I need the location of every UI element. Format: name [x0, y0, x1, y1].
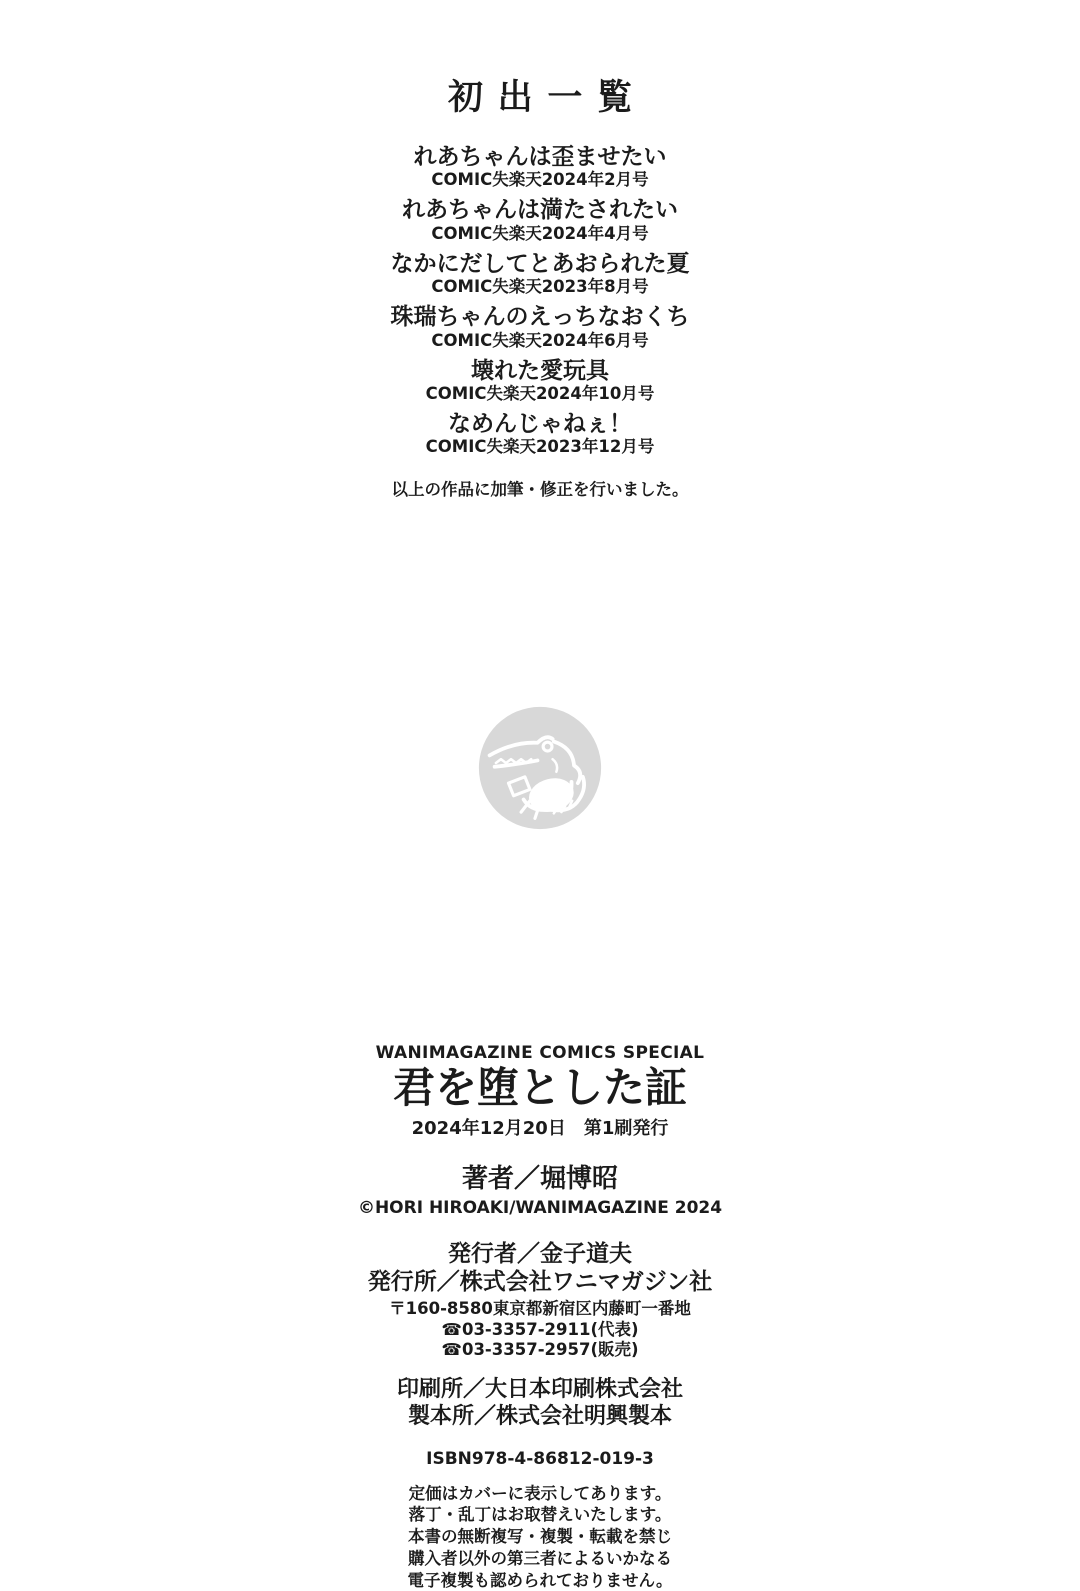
- notice-line: 定価はカバーに表示してあります。: [408, 1483, 672, 1503]
- list-item: [426, 358, 655, 404]
- series-label: WANIMAGAZINE COMICS SPECIAL: [375, 1043, 705, 1064]
- legal-notices: [408, 1483, 673, 1591]
- binder-line: 製本所／株式会社明興製本: [407, 1403, 672, 1429]
- entry-source: COMIC失楽天2024年2月号: [431, 170, 649, 190]
- list-item: [426, 411, 655, 457]
- phone-sales: ☎03-3357-2957(販売): [441, 1340, 639, 1360]
- list-item: [414, 144, 667, 190]
- notice-line: 電子複製も認められておりません。: [407, 1570, 673, 1590]
- notice-line: 本書の無断複写・複製・転載を禁じ: [408, 1527, 672, 1547]
- publisher-address: 〒160-8580東京都新宿区内藤町一番地: [389, 1299, 691, 1319]
- entry-source: COMIC失楽天2024年4月号: [431, 223, 649, 243]
- author-line: 著者／堀博昭: [461, 1163, 618, 1194]
- entry-title: なかにだしてとあおられた夏: [390, 250, 690, 277]
- entry-title: れあちゃんは歪ませたい: [413, 144, 667, 170]
- isbn: ISBN978-4-86812-019-3: [426, 1448, 654, 1469]
- entry-source: COMIC失楽天2024年6月号: [431, 330, 649, 350]
- entry-source: COMIC失楽天2023年8月号: [431, 277, 649, 297]
- crocodile-logo-icon: [477, 705, 603, 831]
- revision-note: 以上の作品に加筆・修正を行いました。: [391, 480, 689, 500]
- book-title: 君を堕とした証: [392, 1063, 687, 1113]
- entry-title: れあちゃんは満たされたい: [402, 197, 678, 224]
- printer-line: 印刷所／大日本印刷株式会社: [396, 1377, 683, 1402]
- list-item: [391, 304, 690, 350]
- list-item: [402, 197, 678, 243]
- imprint-block: [358, 1043, 722, 1591]
- publisher-person: 発行者／金子道夫: [448, 1240, 632, 1267]
- phone-main: ☎03-3357-2911(代表): [441, 1319, 639, 1339]
- entry-source: COMIC失楽天2023年12月号: [425, 437, 655, 457]
- notice-line: 落丁・乱丁はお取替えいたします。: [408, 1505, 672, 1525]
- entry-title: なめんじゃねぇ！: [447, 411, 632, 438]
- notice-line: 購入者以外の第三者によるいかなる: [408, 1548, 672, 1568]
- print-date: 2024年12月20日 第1刷発行: [411, 1117, 669, 1139]
- entry-title: 壊れた愛玩具: [470, 357, 609, 384]
- entry-source: COMIC失楽天2024年10月号: [425, 384, 655, 404]
- first-publication-list: [391, 144, 690, 464]
- list-item: [391, 251, 690, 297]
- copyright-line: ©HORI HIROAKI/WANIMAGAZINE 2024: [357, 1197, 723, 1218]
- entry-title: 珠瑞ちゃんのえっちなおくち: [390, 304, 690, 331]
- page-title: 初出一覧: [447, 78, 647, 118]
- publisher-company: 発行所／株式会社ワニマガジン社: [367, 1269, 713, 1296]
